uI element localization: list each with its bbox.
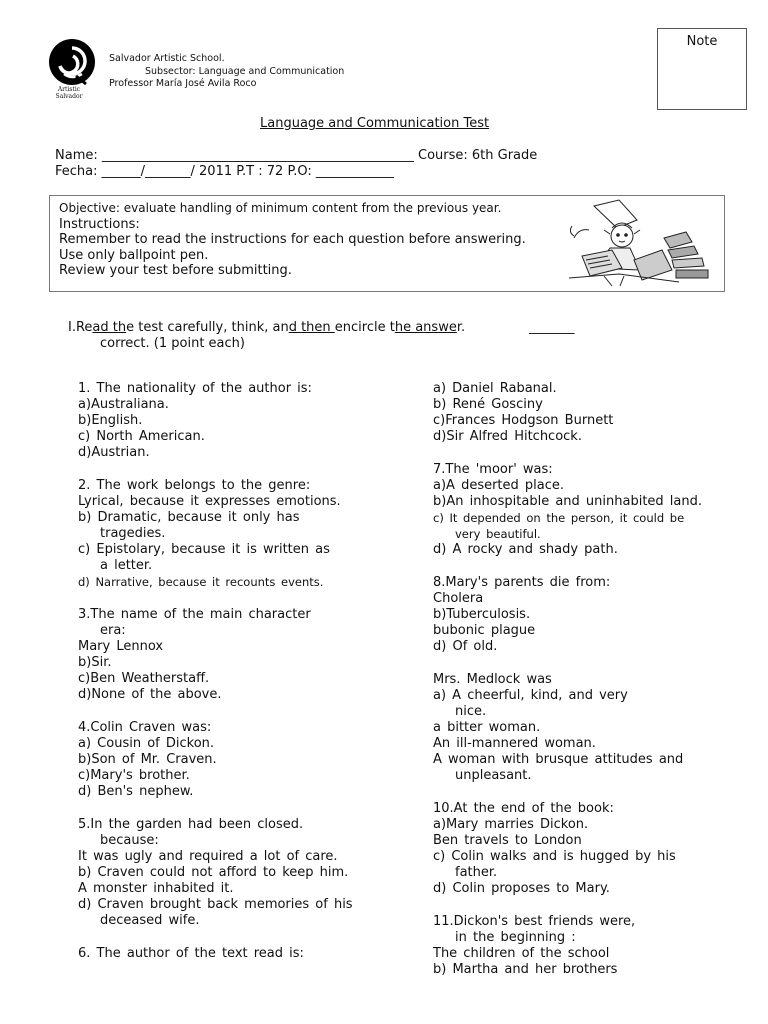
question-line[interactable]: tragedies. [100, 526, 166, 541]
question-line[interactable]: a)Mary marries Dickon. [433, 817, 589, 832]
question-line[interactable]: d)Sir Alfred Hitchcock. [433, 429, 582, 444]
objective-box [49, 195, 725, 292]
question-line[interactable]: c) Epistolary, because it is written as [78, 542, 330, 557]
questions-left-column [78, 381, 378, 962]
question-line[interactable]: father. [455, 865, 498, 880]
question-line[interactable]: 5.In the garden had been closed. [78, 817, 304, 832]
question-line[interactable]: 8.Mary's parents die from: [433, 575, 611, 590]
question-line[interactable]: very beautiful. [455, 527, 541, 541]
question-line[interactable]: 10.At the end of the book: [433, 801, 614, 816]
question-line[interactable]: because: [100, 833, 159, 848]
question-line[interactable]: bubonic plague [433, 623, 536, 638]
question-line[interactable]: d)None of the above. [78, 687, 222, 702]
question-line[interactable]: b)Sir. [78, 655, 112, 670]
instruction-3: Review your test before submitting. [59, 263, 292, 278]
spacer [433, 445, 733, 462]
spacer [78, 929, 378, 946]
question-line[interactable]: Ben travels to London [433, 833, 582, 848]
section-instruction [68, 320, 465, 336]
instructions-label: Instructions: [59, 216, 140, 232]
question-line[interactable]: Lyrical, because it expresses emotions. [78, 494, 341, 509]
question-line[interactable]: d) Of old. [433, 639, 498, 654]
objective-text: Objective: evaluate handling of minimum content from the previous year. [59, 201, 502, 215]
section-text: e test carefully, think, an [126, 320, 289, 335]
subsector: Subsector: Language and Communication [145, 66, 345, 77]
question-line[interactable]: c)Frances Hodgson Burnett [433, 413, 614, 428]
question-line[interactable]: a) Daniel Rabanal. [433, 381, 557, 396]
question-line[interactable]: An ill-mannered woman. [433, 736, 596, 751]
question-line[interactable]: 11.Dickon's best friends were, [433, 914, 636, 929]
question-line[interactable]: deceased wife. [100, 913, 200, 928]
question-line[interactable]: A monster inhabited it. [78, 881, 234, 896]
page-title: Language and Communication Test [260, 116, 490, 131]
spacer [78, 800, 378, 817]
question-line[interactable]: unpleasant. [455, 768, 532, 783]
section-text: I.Re [68, 320, 93, 335]
section-instruction-line2: correct. (1 point each) [100, 336, 245, 351]
question-line[interactable]: A woman with brusque attitudes and [433, 752, 684, 767]
professor: Professor María José Avila Roco [109, 78, 257, 89]
question-line[interactable]: b) Dramatic, because it only has [78, 510, 300, 525]
question-line[interactable]: d) A rocky and shady path. [433, 542, 618, 557]
question-line[interactable]: a)Australiana. [78, 397, 169, 412]
question-line[interactable]: a letter. [100, 558, 153, 573]
question-line[interactable]: The children of the school [433, 946, 610, 961]
section-text: encircle t [334, 320, 395, 335]
question-line[interactable]: d) Narrative, because it recounts events. [78, 575, 324, 589]
question-line[interactable]: b) Craven could not afford to keep him. [78, 865, 349, 880]
questions-right-column [433, 381, 733, 978]
section-text: ad th [92, 320, 127, 335]
question-line[interactable]: c)Ben Weatherstaff. [78, 671, 210, 686]
question-line[interactable]: a) A cheerful, kind, and very [433, 688, 628, 703]
school-name: Salvador Artistic School. [109, 53, 225, 64]
question-line[interactable]: d)Austrian. [78, 445, 150, 460]
question-line[interactable]: d) Ben's nephew. [78, 784, 194, 799]
question-line[interactable]: b)Son of Mr. Craven. [78, 752, 217, 767]
instruction-2: Use only ballpoint pen. [59, 247, 209, 263]
question-line[interactable]: c) It depended on the person, it could be [433, 511, 685, 525]
question-line[interactable]: c) North American. [78, 429, 205, 444]
note-box[interactable] [657, 28, 747, 110]
instruction-1: Remember to read the instructions for each question before answering. [59, 232, 526, 247]
spacer [433, 784, 733, 801]
spacer [78, 703, 378, 720]
question-line[interactable]: a)A deserted place. [433, 478, 565, 493]
question-line[interactable]: b) René Gosciny [433, 397, 543, 412]
reading-girl-illustration [564, 198, 719, 294]
name-course-field[interactable]: Name: ________________________________________________ Course: 6th Grade [55, 148, 538, 163]
question-line[interactable]: c) Colin walks and is hugged by his [433, 849, 676, 864]
date-score-field[interactable]: Fecha: ______/_______/ 2011 P.T : 72 P.O: ____________ [55, 164, 394, 179]
question-line[interactable]: d) Colin proposes to Mary. [433, 881, 610, 896]
spacer [433, 655, 733, 672]
question-line[interactable]: in the beginning : [455, 930, 576, 945]
spacer [78, 461, 378, 478]
question-line[interactable]: b)An inhospitable and uninhabited land. [433, 494, 702, 509]
question-line[interactable]: Mrs. Medlock was [433, 672, 552, 687]
question-line[interactable]: Cholera [433, 591, 484, 606]
section-text: d then [288, 320, 335, 335]
spacer [433, 897, 733, 914]
question-line[interactable]: a) Cousin of Dickon. [78, 736, 215, 751]
question-line[interactable]: 2. The work belongs to the genre: [78, 478, 311, 493]
question-line[interactable]: Mary Lennox [78, 639, 164, 654]
question-line[interactable]: 3.The name of the main character [78, 607, 311, 622]
score-blank[interactable]: _______ [529, 320, 575, 335]
question-line[interactable]: d) Craven brought back memories of his [78, 897, 353, 912]
spacer [433, 558, 733, 575]
logo-caption: Artistic Salvador [55, 86, 83, 100]
question-line[interactable]: It was ugly and required a lot of care. [78, 849, 338, 864]
question-line[interactable]: b)Tuberculosis. [433, 607, 531, 622]
question-line[interactable]: b) Martha and her brothers [433, 962, 618, 977]
question-line[interactable]: a bitter woman. [433, 720, 541, 735]
section-text: he answe [394, 320, 457, 335]
spacer [78, 590, 378, 607]
question-line[interactable]: 1. The nationality of the author is: [78, 381, 312, 396]
question-line[interactable]: 4.Colin Craven was: [78, 720, 212, 735]
question-line[interactable]: era: [100, 623, 126, 638]
note-label: Note [686, 34, 718, 49]
section-text: r. [456, 320, 466, 335]
question-line[interactable]: 6. The author of the text read is: [78, 946, 304, 961]
question-line[interactable]: 7.The 'moor' was: [433, 462, 553, 477]
question-line[interactable]: nice. [455, 704, 487, 719]
question-line[interactable]: b)English. [78, 413, 143, 428]
question-line[interactable]: c)Mary's brother. [78, 768, 190, 783]
